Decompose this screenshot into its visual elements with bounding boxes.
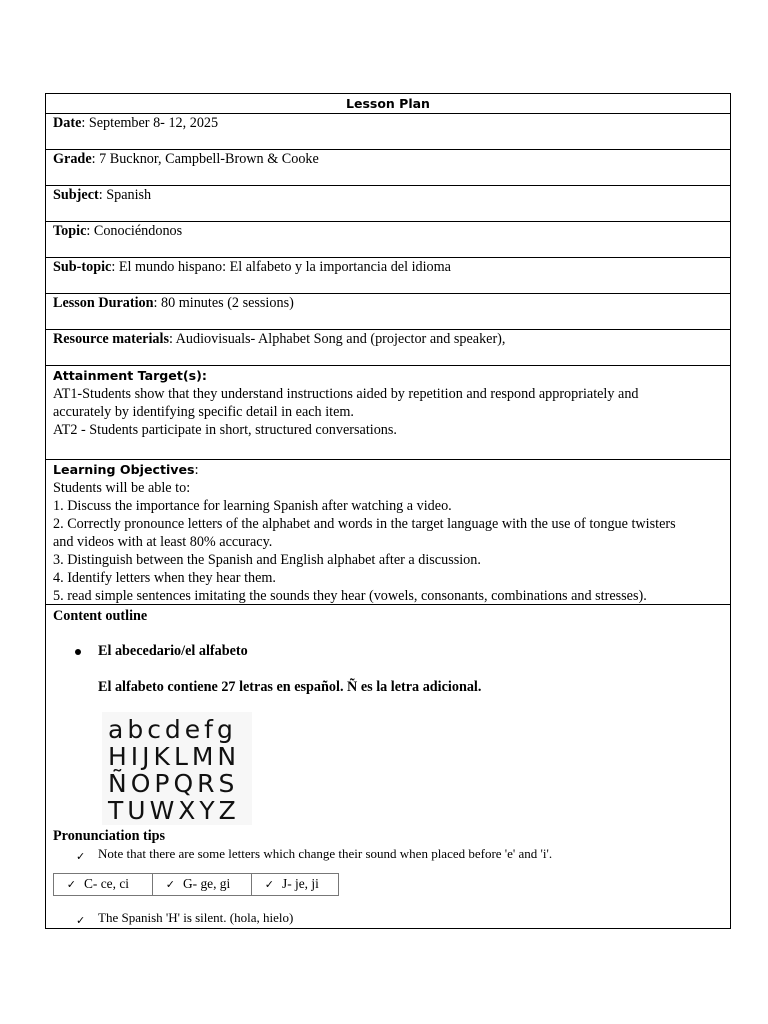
- date-label: Date: [53, 115, 82, 131]
- attainment-label: Attainment Target(s):: [53, 368, 207, 383]
- objective-line: and videos with at least 80% accuracy.: [53, 534, 273, 550]
- duration-row: [46, 294, 730, 330]
- pronunciation-tips-label: Pronunciation tips: [53, 828, 166, 844]
- subject-label: Subject: [53, 187, 99, 203]
- duration-value: : 80 minutes (2 sessions): [153, 295, 294, 311]
- consonant-cell: [153, 874, 252, 896]
- attainment-row: [46, 366, 730, 460]
- resources-label: Resource materials: [53, 331, 169, 347]
- alphabet-row: TUWXYZ: [108, 796, 240, 825]
- alphabet-image: [102, 712, 252, 825]
- alphabet-statement: El alfabeto contiene 27 letras en español. Ñ es la letra adicional.: [98, 679, 482, 695]
- objective-line: 3. Distinguish between the Spanish and English alphabet after a discussion.: [53, 552, 481, 568]
- consonant-cell: [54, 874, 153, 896]
- consonant-text: G- ge, gi: [183, 876, 231, 891]
- objective-line: Students will be able to:: [53, 480, 191, 496]
- grade-row: [46, 150, 730, 186]
- content-bullet-text: El abecedario/el alfabeto: [98, 643, 248, 659]
- checkmark-icon: ✓: [76, 914, 86, 927]
- subject-value: : Spanish: [98, 187, 152, 203]
- pronunciation-tip-2: The Spanish 'H' is silent. (hola, hielo): [98, 910, 294, 925]
- content-outline-label: Content outline: [53, 608, 148, 624]
- consonant-cell: [252, 874, 339, 896]
- objectives-row: [46, 460, 730, 605]
- consonant-table: [53, 873, 339, 896]
- resources-value: : Audiovisuals- Alphabet Song and (projector and speaker),: [168, 331, 506, 347]
- pronunciation-tip-1: Note that there are some letters which change their sound when placed before 'e' and 'i'.: [98, 846, 553, 861]
- resources-row: [46, 330, 730, 366]
- subtopic-value: : El mundo hispano: El alfabeto y la importancia del idioma: [111, 259, 451, 275]
- lesson-plan-title: Lesson Plan: [46, 94, 730, 114]
- subtopic-label: Sub-topic: [53, 259, 112, 275]
- checkmark-icon: ✓: [76, 850, 86, 863]
- checkmark-icon: ✓: [264, 878, 274, 891]
- topic-row: [46, 222, 730, 258]
- objective-line: 4. Identify letters when they hear them.: [53, 570, 276, 586]
- topic-label: Topic: [53, 223, 87, 239]
- content-outline-row: [46, 605, 730, 927]
- topic-value: : Conociéndonos: [86, 223, 183, 239]
- objectives-colon: :: [194, 462, 199, 478]
- consonant-text: J- je, ji: [282, 876, 319, 891]
- consonant-text: C- ce, ci: [84, 876, 129, 891]
- alphabet-row: ÑOPQRS: [108, 769, 239, 798]
- checkmark-icon: ✓: [66, 878, 76, 891]
- bullet-dot-icon: [75, 649, 81, 655]
- subject-row: [46, 186, 730, 222]
- duration-label: Lesson Duration: [53, 295, 154, 311]
- attainment-line: accurately by identifying specific detail in each item.: [53, 404, 354, 420]
- alphabet-row: HIJKLMN: [108, 742, 241, 771]
- alphabet-row: abcdefg: [108, 715, 237, 744]
- date-value: : September 8- 12, 2025: [81, 115, 219, 131]
- grade-label: Grade: [53, 151, 92, 167]
- lesson-plan-table: [45, 93, 731, 929]
- checkmark-icon: ✓: [165, 878, 175, 891]
- attainment-line: AT2 - Students participate in short, structured conversations.: [53, 422, 397, 438]
- subtopic-row: [46, 258, 730, 294]
- attainment-line: AT1-Students show that they understand instructions aided by repetition and respond appropriately and: [53, 386, 639, 402]
- date-row: [46, 114, 730, 150]
- objective-line: 5. read simple sentences imitating the sounds they hear (vowels, consonants, combinations and stresses).: [53, 588, 647, 604]
- objectives-label: Learning Objectives: [53, 462, 195, 477]
- grade-value: : 7 Bucknor, Campbell-Brown & Cooke: [91, 151, 319, 167]
- objective-line: 2. Correctly pronounce letters of the alphabet and words in the target language with the use of tongue twisters: [53, 516, 676, 532]
- objective-line: 1. Discuss the importance for learning Spanish after watching a video.: [53, 498, 452, 514]
